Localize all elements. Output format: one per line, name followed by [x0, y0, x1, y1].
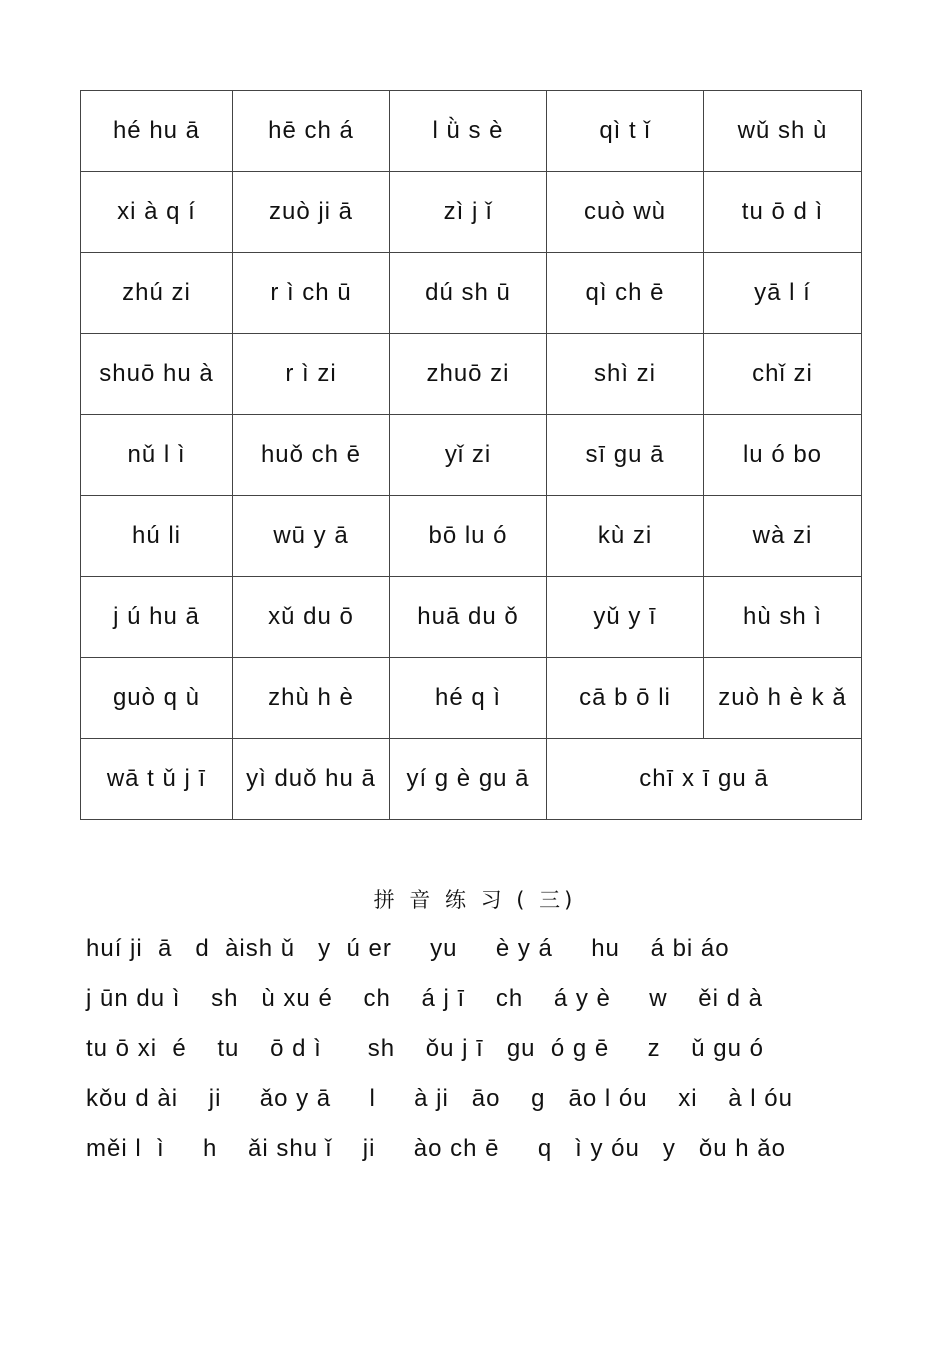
table-cell: zì j ǐ [390, 172, 547, 253]
table-row [81, 91, 862, 172]
table-cell: r ì ch ū [233, 253, 390, 334]
table-row [81, 496, 862, 577]
practice-line: huí ji ā d àish ǔ y ú er yu è y á hu á bi áo [86, 935, 730, 962]
table-cell: zuò ji ā [233, 172, 390, 253]
table-cell: hé q ì [390, 658, 547, 739]
practice-block [86, 930, 866, 1180]
table-cell: dú sh ū [390, 253, 547, 334]
table-cell: hú li [81, 496, 233, 577]
table-cell: wǔ sh ù [704, 91, 862, 172]
table-cell: hē ch á [233, 91, 390, 172]
practice-line: j ūn du ì sh ù xu é ch á j ī ch á y è w ěi d à [86, 985, 763, 1012]
table-cell: zhù h è [233, 658, 390, 739]
table-cell: kù zi [547, 496, 704, 577]
table-row [81, 172, 862, 253]
table-cell: shì zi [547, 334, 704, 415]
table-cell: shuō hu à [81, 334, 233, 415]
table-cell: j ú hu ā [81, 577, 233, 658]
table-cell: l ǜ s è [390, 91, 547, 172]
table-cell: wà zi [704, 496, 862, 577]
table-cell: sī gu ā [547, 415, 704, 496]
table-cell: cuò wù [547, 172, 704, 253]
table-cell: qì ch ē [547, 253, 704, 334]
table-row [81, 253, 862, 334]
table-cell: yí g è gu ā [390, 739, 547, 820]
table-cell: yā l í [704, 253, 862, 334]
table-cell: bō lu ó [390, 496, 547, 577]
table-row [81, 415, 862, 496]
practice-line: měi l ì h ǎi shu ǐ ji ào ch ē q ì y óu y ǒu h ǎo [86, 1135, 786, 1162]
practice-line: tu ō xi é tu ō d ì sh ǒu j ī gu ó g ē z ǔ gu ó [86, 1035, 764, 1062]
table-cell: zhú zi [81, 253, 233, 334]
table-cell: wū y ā [233, 496, 390, 577]
pinyin-table [80, 90, 862, 820]
table-row [81, 577, 862, 658]
table-cell: nǔ l ì [81, 415, 233, 496]
table-cell: xǔ du ō [233, 577, 390, 658]
table-cell: chǐ zi [704, 334, 862, 415]
table-cell: lu ó bo [704, 415, 862, 496]
table-cell: zhuō zi [390, 334, 547, 415]
table-cell: wā t ǔ j ī [81, 739, 233, 820]
table-cell: huǒ ch ē [233, 415, 390, 496]
table-row [81, 334, 862, 415]
table-cell-merged: chī x ī gu ā [547, 739, 862, 820]
table-cell: cā b ō li [547, 658, 704, 739]
table-cell: r ì zi [233, 334, 390, 415]
section-title: 拼 音 练 习 ( 三) [373, 888, 577, 912]
table-cell: qì t ǐ [547, 91, 704, 172]
practice-line: kǒu d ài ji ǎo y ā l à ji āo g āo l óu xi à l óu [86, 1085, 793, 1112]
table-cell: yì duǒ hu ā [233, 739, 390, 820]
table-row-last [81, 739, 862, 820]
table-cell: yǐ zi [390, 415, 547, 496]
table-cell: zuò h è k ǎ [704, 658, 862, 739]
table-cell: guò q ù [81, 658, 233, 739]
table-cell: tu ō d ì [704, 172, 862, 253]
table-cell: yǔ y ī [547, 577, 704, 658]
table-cell: huā du ǒ [390, 577, 547, 658]
table-cell: hù sh ì [704, 577, 862, 658]
table-row [81, 658, 862, 739]
table-cell: hé hu ā [81, 91, 233, 172]
table-cell: xi à q í [81, 172, 233, 253]
